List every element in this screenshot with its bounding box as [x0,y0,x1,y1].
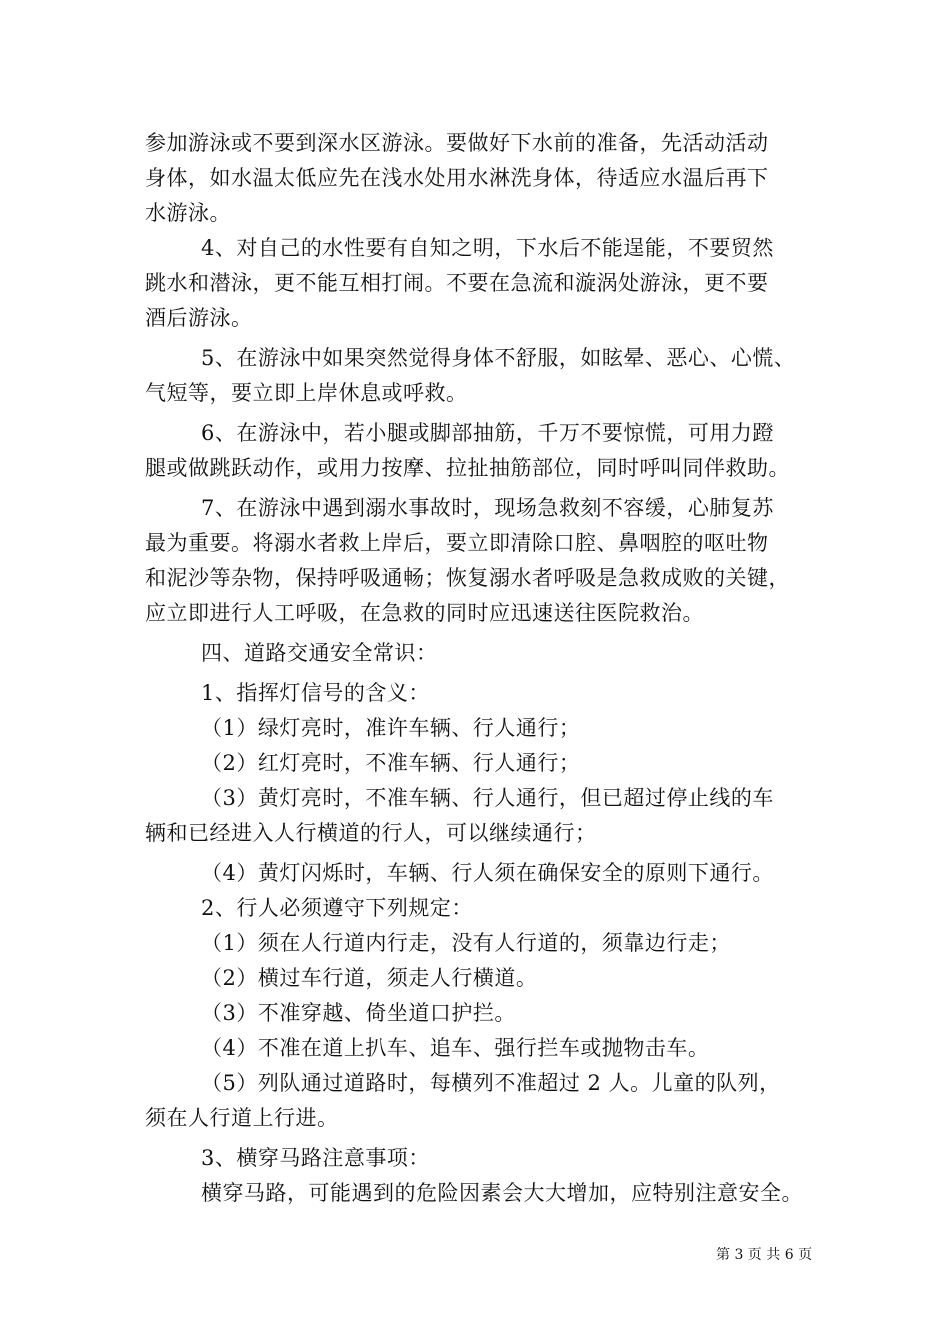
text-line: 应立即进行人工呼吸，在急救的同时应迅速送往医院救治。 [145,601,704,625]
list-item: （1）绿灯亮时，准许车辆、行人通行； [201,716,581,740]
list-item: （1）须在人行道内行走，没有人行道的，须靠边行走； [201,931,731,955]
text-line: 水游泳。 [145,201,231,225]
subsection-heading: 3、横穿马路注意事项： [201,1146,430,1170]
text-line: 横穿马路，可能遇到的危险因素会大大增加，应特别注意安全。 [201,1181,803,1205]
text-line: 须在人行道上行进。 [145,1106,339,1130]
list-item: （4）不准在道上扒车、追车、强行拦车或抛物击车。 [201,1036,710,1060]
text-line: 和泥沙等杂物，保持呼吸通畅；恢复溺水者呼吸是急救成败的关键， [145,566,790,590]
subsection-heading: 1、指挥灯信号的含义： [201,681,430,705]
list-item: （5）列队通过道路时，每横列不准超过 2 人。儿童的队列， [201,1071,781,1095]
text-line: 参加游泳或不要到深水区游泳。要做好下水前的准备，先活动活动 [145,131,769,155]
subsection-heading: 2、行人必须遵守下列规定： [201,896,473,920]
text-line: 4、对自己的水性要有自知之明，下水后不能逞能，不要贸然 [201,236,774,260]
text-line: 腿或做跳跃动作，或用力按摩、拉扯抽筋部位，同时呼叫同伴救助。 [145,456,790,480]
list-item: （2）横过车行道，须走人行横道。 [201,966,538,990]
text-line: 6、在游泳中，若小腿或脚部抽筋，千万不要惊慌，可用力蹬 [201,421,774,445]
text-line: 身体，如水温太低应先在浅水处用水淋洗身体，待适应水温后再下 [145,166,769,190]
text-line: 辆和已经进入人行横道的行人，可以继续通行； [145,821,597,845]
text-line: 跳水和潜泳，更不能互相打闹。不要在急流和漩涡处游泳，更不要 [145,271,769,295]
list-item: （3）黄灯亮时，不准车辆、行人通行，但已超过停止线的车 [201,786,774,810]
page-indicator: 第 3 页 共 6 页 [716,1247,813,1263]
text-line: 7、在游泳中遇到溺水事故时，现场急救刻不容缓，心肺复苏 [201,496,774,520]
text-line: 最为重要。将溺水者救上岸后，要立即清除口腔、鼻咽腔的呕吐物 [145,531,769,555]
text-line: 酒后游泳。 [145,306,253,330]
text-line: 气短等，要立即上岸休息或呼救。 [145,381,468,405]
text-line: 5、在游泳中如果突然觉得身体不舒服，如眩晕、恶心、心慌、 [201,346,796,370]
section-heading: 四、道路交通安全常识： [201,641,438,665]
list-item: （4）黄灯闪烁时，车辆、行人须在确保安全的原则下通行。 [201,861,774,885]
list-item: （2）红灯亮时，不准车辆、行人通行； [201,751,581,775]
list-item: （3）不准穿越、倚坐道口护拦。 [201,1001,516,1025]
